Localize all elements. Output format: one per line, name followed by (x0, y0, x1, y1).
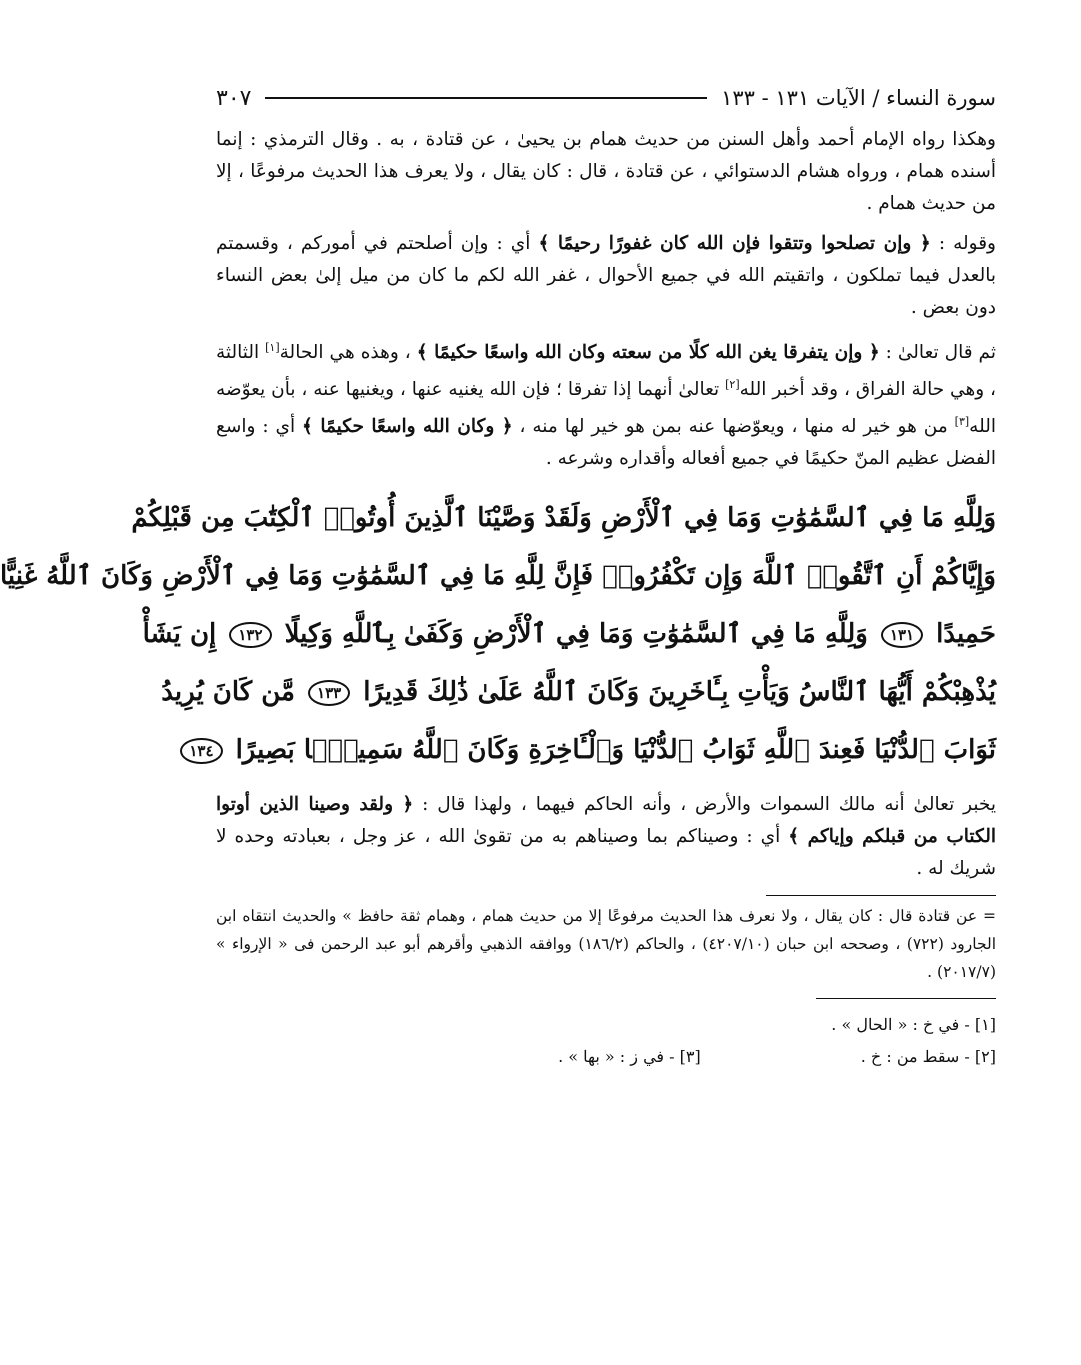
quran-text: ثَوَابَ ٱلدُّنْيَا فَعِندَ ٱللَّهِ ثَوَابُ ٱلدُّنْيَا وَٱلْـَٔاخِرَةِ وَكَانَ ٱللَّهُ سَمِيعًۢا بَصِيرًا (235, 735, 996, 766)
quran-quote: ﴿ وإن يتفرقا يغن الله كلًا من سعته وكان الله واسعًا حكيمًا ﴾ (416, 342, 880, 364)
notes-row (216, 1041, 996, 1073)
book-page (0, 78, 997, 1318)
quran-quote: ﴿ وكان الله واسعًا حكيمًا ﴾ (302, 416, 513, 438)
paragraph-text: الثالثة ، وهي حالة الفراق ، وقد أخبر الله (216, 342, 997, 401)
ayah-number-marker: ١٣٣ (308, 680, 350, 706)
quran-text: حَمِيدًا (936, 619, 996, 650)
page-number: ٣٠٧ (216, 85, 252, 111)
quran-line (142, 605, 996, 663)
footnote-ref: [٣] (954, 415, 970, 429)
paragraph-intro: وقوله : (930, 233, 996, 254)
quran-verses-block (0, 489, 996, 779)
quran-text: يُذْهِبْكُمْ أَيُّهَا ٱلنَّاسُ وَيَأْتِ بِـَٔاخَرِينَ وَكَانَ ٱللَّهُ عَلَىٰ ذَٰلِكَ قَدِيرًا (363, 677, 996, 708)
paragraph-text: أي : وإن أصلحتم في أموركم ، وقسمتم بالعدل فيما تملكون ، واتقيتم الله في جميع الأحوال ، غفر الله لكم ما كان من ميل إلىٰ بعض النساء دون بعض . (216, 233, 996, 318)
quran-text: إِن يَشَأْ (142, 619, 217, 650)
paragraph-text: من هو خير له منها ، ويعوّضها عنه بمن هو خير لها منه ، (512, 416, 955, 438)
notes-separator (816, 998, 996, 999)
quran-quote: ﴿ وإن تصلحوا وتتقوا فإن الله كان غفورًا رحيمًا ﴾ (538, 233, 931, 254)
footnote-ref: [٢] (725, 378, 740, 392)
quran-line: وَلِلَّهِ مَا فِي ٱلسَّمَٰوَٰتِ وَمَا فِي ٱلْأَرْضِ وَلَقَدْ وَصَّيْنَا ٱلَّذِينَ أُوتُوا۟ ٱلْكِتَٰبَ مِن قَبْلِكُمْ (131, 503, 996, 534)
header-rule (265, 97, 707, 99)
ayah-number-marker: ١٣٢ (229, 622, 271, 648)
paragraph-tafsir-3 (216, 789, 996, 885)
paragraph-text: أي : واسع الفضل عظيم المنّ حكيمًا في جميع أفعاله وأقداره وشرعه . (216, 416, 996, 470)
paragraph-text: ، وهذه هي الحالة (279, 342, 417, 364)
paragraph-text: أي : وصيناكم بما وصيناهم به من تقوىٰ الله ، عز وجل ، بعبادته وحده لا شريك له . (216, 826, 996, 880)
footnote-separator (766, 895, 996, 896)
quran-text: مَّن كَانَ يُرِيدُ (161, 677, 295, 708)
quran-text: وَلِلَّهِ مَا فِي ٱلسَّمَٰوَٰتِ وَمَا فِي ٱلْأَرْضِ وَكَفَىٰ بِٱللَّهِ وَكِيلًا (284, 619, 868, 650)
note-1: [١] - في خ : « الحال » . (831, 1015, 996, 1035)
quran-quote: ﴿ ولقد وصينا الذين أوتوا الكتاب من قبلكم وإياكم ﴾ (216, 794, 996, 848)
paragraph-tafsir-2 (216, 332, 996, 475)
paragraph-tafsir-1 (216, 228, 996, 324)
paragraph-intro: ثم قال تعالىٰ : (879, 342, 997, 364)
page-header (216, 78, 996, 118)
note-2: [٢] - سقط من : خ . (860, 1047, 996, 1067)
paragraph-intro: يخبر تعالىٰ أنه مالك السموات والأرض ، وأنه الحاكم فيهما ، ولهذا قال : (413, 794, 997, 816)
footnote-continuation: = عن قتادة قال : كان يقال ، ولا نعرف هذا الحديث مرفوعًا إلا من حديث همام ، وهمام ثقة حافظ » والحديث انتقاه ابن الجارود (٧٢٢) ، وصححه ابن حبان (٤٢٠٧/١٠) ، والحاكم (١٨٦/٢) ووافقه الذهبي وأقرهم أبو عبد الرحمن فى « الإرواء » (٢٠١٧/٧) . (216, 907, 996, 982)
ayah-number-marker: ١٣٤ (180, 738, 222, 764)
note-3: [٣] - في ز : « بها » . (558, 1047, 701, 1067)
footnote-ref: [١] (265, 341, 280, 354)
editorial-notes (216, 1009, 996, 1073)
quran-line (189, 721, 996, 779)
quran-line (161, 663, 996, 721)
paragraph-text: تعالىٰ أنهما إذا تفرقا ؛ فإن الله يغنيه عنها ، ويغنيها عنه ، بأن يعوّضه الله (216, 379, 996, 438)
paragraph-hadith (216, 124, 996, 220)
ayah-number-marker: ١٣١ (881, 622, 923, 648)
quran-line: وَإِيَّاكُمْ أَنِ ٱتَّقُوا۟ ٱللَّهَ وَإِن تَكْفُرُوا۟ فَإِنَّ لِلَّهِ مَا فِي ٱلسَّمَٰوَٰتِ وَمَا فِي ٱلْأَرْضِ وَكَانَ ٱللَّهُ غَنِيًّا (0, 561, 996, 592)
paragraph-text: وهكذا رواه الإمام أحمد وأهل السنن من حديث همام بن يحيىٰ ، عن قتادة ، به . وقال الترمذي : إنما أسنده همام ، ورواه هشام الدستوائي ، عن قتادة ، قال : كان يقال ، ولا يعرف هذا الحديث مرفوعًا ، إلا من حديث همام . (216, 129, 996, 214)
running-title: سورة النساء / الآيات ١٣١ - ١٣٣ (721, 86, 996, 110)
